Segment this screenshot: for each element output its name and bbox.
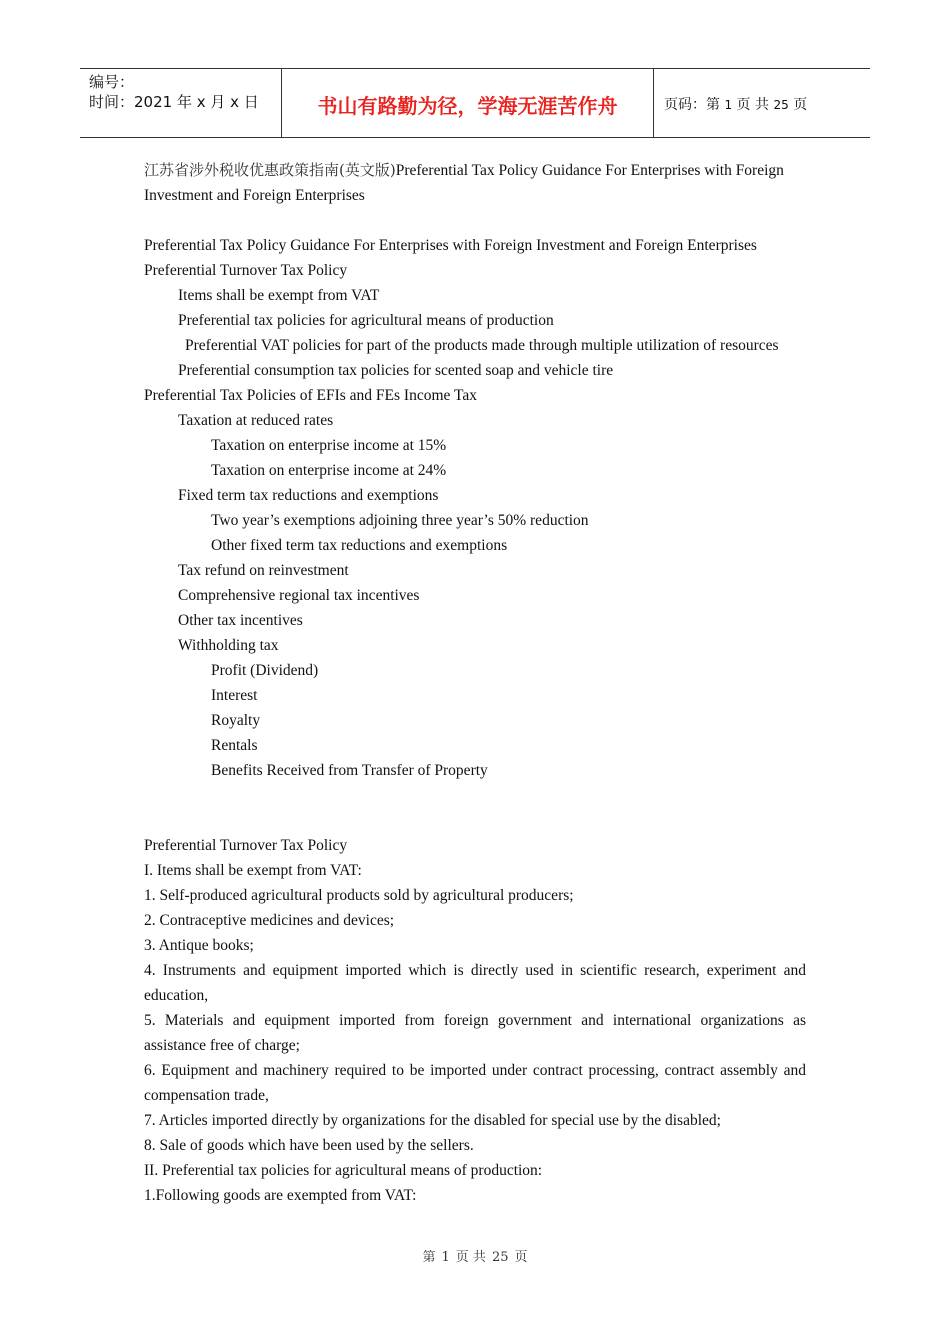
toc-subitem: Other fixed term tax reductions and exemptions [211, 537, 508, 554]
toc-turnover-heading: Preferential Turnover Tax Policy [144, 262, 348, 279]
toc-subitem: Two year’s exemptions adjoining three year’s 50% reduction [211, 512, 589, 529]
footer-mid: 页 共 [455, 1250, 486, 1265]
toc-item: Preferential VAT policies for part of the products made through multiple utilization of resources [185, 337, 779, 354]
toc-subitem: Taxation on enterprise income at 24% [211, 462, 447, 479]
footer-suffix: 页 [514, 1250, 528, 1265]
toc-item: Comprehensive regional tax incentives [178, 587, 420, 604]
section-list-item: 2. Contraceptive medicines and devices; [144, 912, 395, 929]
toc-item: Preferential tax policies for agricultural means of production [178, 312, 554, 329]
page-header [80, 68, 870, 138]
toc-subitem: Interest [211, 687, 258, 704]
header-left-cell [80, 69, 281, 137]
footer-page-total: 25 [491, 1250, 509, 1265]
header-page-cell [654, 69, 870, 137]
header-page-prefix: 页码：第 [664, 97, 720, 113]
toc-subitem: Taxation on enterprise income at 15% [211, 437, 447, 454]
document-title-cn: 江苏省涉外税收优惠政策指南(英文版) [144, 161, 396, 179]
header-page-current: 1 [724, 98, 733, 112]
header-page-total: 25 [773, 98, 789, 112]
section-part-heading: I. Items shall be exempt from VAT: [144, 862, 362, 879]
section-list-item: 1. Self-produced agricultural products sold by agricultural producers; [144, 887, 574, 904]
section-list-item: 4. Instruments and equipment imported which is directly used in scientific research, experiment and education, [144, 962, 806, 1004]
header-motto: 书山有路勤为径，学海无涯苦作舟 [317, 94, 618, 118]
footer-prefix: 第 [422, 1250, 436, 1265]
toc-item: Withholding tax [178, 637, 279, 654]
toc-subitem: Profit (Dividend) [211, 662, 319, 679]
header-page-mid: 页 共 [736, 97, 769, 113]
document-body [144, 158, 806, 1208]
toc-subitem: Royalty [211, 712, 261, 729]
toc-subitem: Rentals [211, 737, 258, 754]
page-footer [0, 1246, 950, 1265]
toc-item: Items shall be exempt from VAT [178, 287, 380, 304]
toc-item: Tax refund on reinvestment [178, 562, 349, 579]
section-list-item: 1.Following goods are exempted from VAT: [144, 1187, 417, 1204]
section-list-item: 6. Equipment and machinery required to be imported under contract processing, contract assembly and compensation trade, [144, 1062, 806, 1104]
document-title [144, 158, 806, 208]
header-page-suffix: 页 [793, 97, 808, 113]
document-time-label: 时间：2021 年 x 月 x 日 [89, 93, 259, 111]
section-list-item: 7. Articles imported directly by organizations for the disabled for special use by the disabled; [144, 1112, 721, 1129]
spacer [144, 208, 806, 233]
section-heading: Preferential Turnover Tax Policy [144, 837, 348, 854]
toc-subitem: Benefits Received from Transfer of Property [211, 762, 488, 779]
footer-page-current: 1 [441, 1250, 450, 1265]
header-motto-cell [281, 69, 654, 137]
section-list-item: 8. Sale of goods which have been used by the sellers. [144, 1137, 474, 1154]
toc-item: Preferential consumption tax policies for scented soap and vehicle tire [178, 362, 614, 379]
section-list-item: 3. Antique books; [144, 937, 254, 954]
section-part-heading: II. Preferential tax policies for agricultural means of production: [144, 1162, 543, 1179]
document-number-label: 编号： [89, 73, 135, 91]
section-list-item: 5. Materials and equipment imported from foreign government and international organizations as assistance free of charge; [144, 1012, 806, 1054]
document-title-en: Preferential Tax Policy Guidance For Enterprises with Foreign Investment and Foreign Enterprises [144, 162, 784, 204]
spacer [144, 783, 806, 833]
toc-income-heading: Preferential Tax Policies of EFIs and FEs Income Tax [144, 387, 478, 404]
toc-item: Other tax incentives [178, 612, 303, 629]
toc-item: Fixed term tax reductions and exemptions [178, 487, 439, 504]
toc-item: Taxation at reduced rates [178, 412, 334, 429]
toc-heading: Preferential Tax Policy Guidance For Enterprises with Foreign Investment and Foreign Enterprises [144, 237, 757, 254]
